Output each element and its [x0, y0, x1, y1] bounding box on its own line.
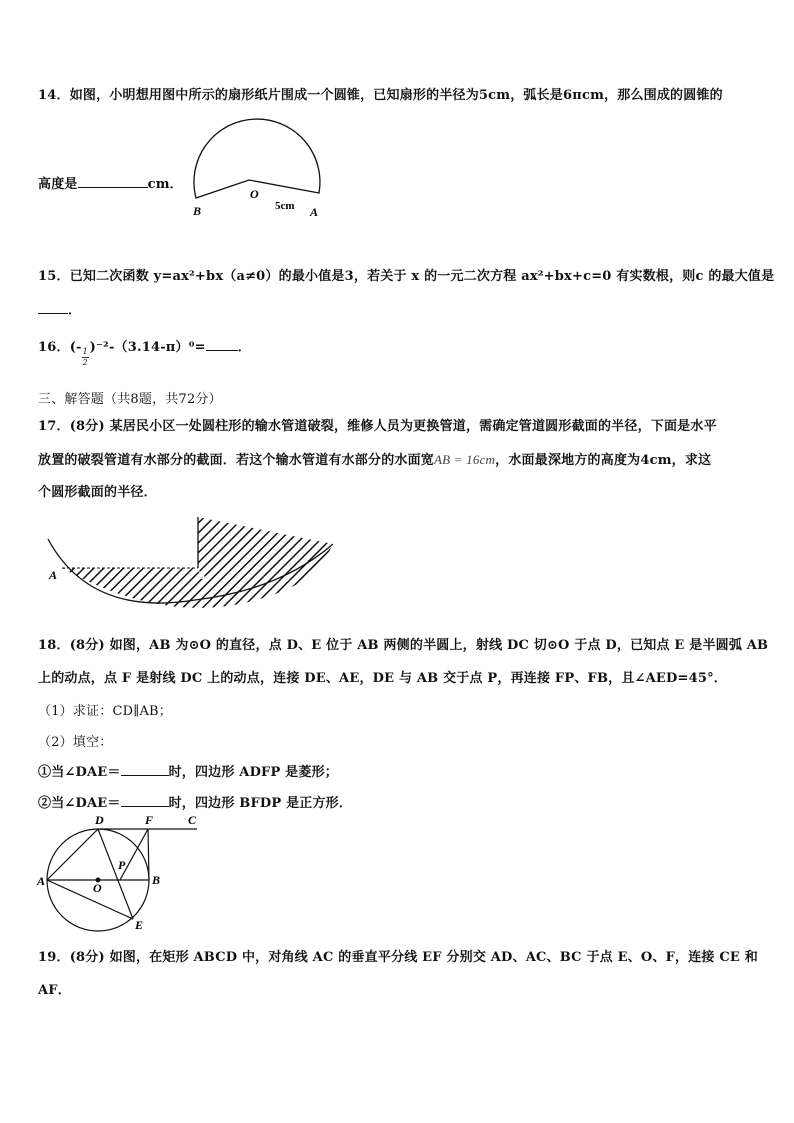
q17-pipe-figure: [40, 512, 340, 612]
q16-mid: )⁻²-（3.14-π）⁰=: [89, 340, 206, 355]
section3-title: 三、解答题（共8题，共72分）: [38, 392, 222, 407]
q14-label-A: A: [310, 205, 319, 219]
q18-fill2-pre: ②当∠DAE＝: [38, 796, 121, 811]
q14-line1: 14．如图，小明想用图中所示的扇形纸片围成一个圆锥，已知扇形的半径为5cm，弧长是6πcm，那么围成的圆锥的: [38, 88, 723, 103]
q14-answer-blank: [78, 175, 148, 188]
q17-label-B: B: [197, 568, 206, 582]
q18-label-E: E: [135, 918, 144, 932]
q16-frac-num: 1: [82, 347, 88, 356]
q14-label-B: B: [193, 204, 202, 218]
q18-fill1: [38, 761, 338, 780]
q18-fill2-post: 时，四边形 BFDP 是正方形．: [168, 796, 353, 811]
q15-line1: 15．已知二次函数 y=ax²+bx（a≠0）的最小值是3，若关于 x 的一元二次方程 ax²+bx+c=0 有实数根，则c 的最大值是: [38, 269, 775, 284]
q15-answer-blank: [38, 301, 68, 314]
q18-label-B: B: [152, 873, 161, 887]
q14-label-O: O: [250, 187, 259, 201]
q18-label-P: P: [118, 858, 126, 872]
segment-DA: [47, 829, 98, 880]
q18-circle-figure: [35, 812, 215, 934]
q17-line2: [38, 449, 711, 468]
q14-label-radius: 5cm: [275, 200, 295, 212]
q14-sector-figure: [185, 118, 335, 222]
q18-label-C: C: [188, 813, 197, 827]
q16-pre: 16．(-: [38, 340, 82, 355]
q18-line2: 上的动点，点 F 是射线 DC 上的动点，连接 DE、AE，DE 与 AB 交于点 P，再连接 FP、FB，且∠AED=45°．: [38, 671, 727, 686]
q16-fraction: [82, 336, 90, 367]
q18-part2: （2）填空：: [38, 735, 113, 750]
q19-line2: AF．: [38, 983, 71, 998]
q17-line2-pre: 放置的破裂管道有水部分的截面．若这个输水管道有水部分的水面宽: [38, 453, 435, 468]
q15-line2: [38, 299, 81, 318]
q18-label-O: O: [93, 881, 102, 895]
q18-label-A: A: [37, 874, 46, 888]
q16-frac-den: 2: [82, 358, 88, 367]
q19-line1: 19．(8分) 如图，在矩形 ABCD 中，对角线 AC 的垂直平分线 EF 分别交 AD、AC、BC 于点 E、O、F，连接 CE 和: [38, 950, 758, 965]
q14-line2-pre: 高度是: [38, 177, 78, 192]
q15-line2-post: ．: [68, 303, 82, 318]
q18-fill2-blank: [121, 794, 169, 807]
q18-fill1-blank: [121, 763, 169, 776]
q14-line2: [38, 173, 183, 192]
q17-label-A: A: [49, 568, 58, 582]
q18-part1: （1）求证：CD∥AB；: [38, 704, 172, 719]
q16-post: ．: [237, 340, 251, 355]
q14-line2-post: cm．: [147, 177, 183, 192]
q16-line: [38, 336, 251, 367]
q17-line1: 17．(8分) 某居民小区一处圆柱形的输水管道破裂，维修人员为更换管道，需确定管道圆形截面的半径，下面是水平: [38, 419, 717, 434]
q17-line2-post: ，水面最深地方的高度为4cm，求这: [495, 453, 712, 468]
q18-fill2: [38, 792, 352, 811]
q18-label-F: F: [145, 813, 154, 827]
q18-fill1-pre: ①当∠DAE＝: [38, 765, 121, 780]
q17-line3: 个圆形截面的半径．: [38, 485, 157, 500]
q18-label-D: D: [95, 813, 104, 827]
q16-answer-blank: [206, 338, 238, 351]
q17-line2-math: AB = 16cm: [434, 452, 496, 467]
q18-line1: 18．(8分) 如图，AB 为⊙O 的直径，点 D、E 位于 AB 两侧的半圆上，射线 DC 切⊙O 于点 D，已知点 E 是半圆弧 AB: [38, 638, 769, 653]
q18-fill1-post: 时，四边形 ADFP 是菱形；: [168, 765, 338, 780]
